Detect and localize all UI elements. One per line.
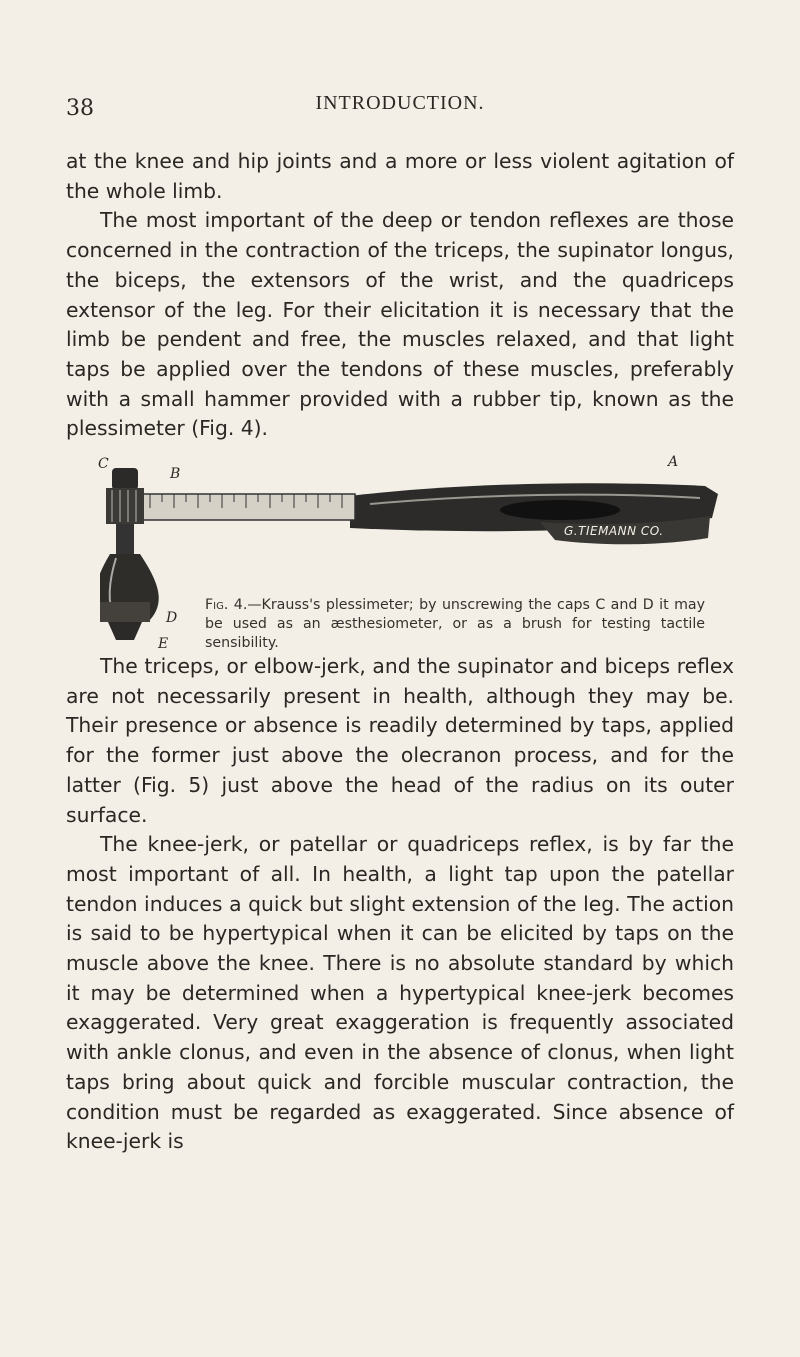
figure-label-d: D [166, 610, 178, 626]
text-block-bottom [66, 652, 734, 1157]
figure-label-c: C [98, 456, 109, 472]
figure-label-b: B [170, 466, 181, 482]
page-header [0, 88, 800, 128]
figure-plessimeter [100, 454, 720, 664]
figure-caption-text: —Krauss's plessimeter; by unscrewing the caps C and D it may be used as an æsthesiometer, or as a brush for testing tactile sensibility. [205, 597, 705, 651]
paragraph: The triceps, or elbow-jerk, and the supinator and biceps reflex are not necessarily present in health, although they may be. Their presence or absence is readily determined by taps, applied for the former just above the olecranon process, and for the latter (Fig. 5) just above the head of the radius on its outer surface. [66, 654, 734, 827]
figure-label-e: E [158, 636, 169, 652]
paragraph: at the knee and hip joints and a more or less violent agitation of the whole limb. [66, 149, 734, 203]
paragraph: The most important of the deep or tendon reflexes are those concerned in the contraction of the triceps, the supinator longus, the biceps, the extensors of the wrist, and the quadriceps extensor of the leg. For their elicitation it is necessary that the limb be pendent and free, the muscles relaxed, and that light taps be applied over the tendons of these muscles, preferably with a small hammer provided with a rubber tip, known as the plessimeter (Fig. 4). [66, 208, 734, 441]
manufacturer-mark: G.TIEMANN CO. [564, 524, 664, 538]
figure-caption-label: Fig. 4. [205, 597, 248, 613]
text-block-top [66, 147, 734, 444]
page-number: 38 [66, 96, 94, 121]
paragraph: The knee-jerk, or patellar or quadriceps reflex, is by far the most important of all. In health, a light tap upon the patellar tendon induces a quick but slight extension of the leg. The action is said to be hypertypical when it can be elicited by taps on the muscle above the knee. There is no absolute standard by which it may be determined when a hypertypical knee-jerk becomes exaggerated. Very great exaggeration is frequently associated with ankle clonus, and even in the absence of clonus, when light taps bring about quick and forcible muscular contraction, the condition must be regarded as exaggerated. Since absence of knee-jerk is [66, 832, 734, 1154]
figure-caption [205, 596, 705, 653]
running-head: INTRODUCTION. [315, 92, 485, 114]
figure-label-a: A [668, 454, 679, 470]
